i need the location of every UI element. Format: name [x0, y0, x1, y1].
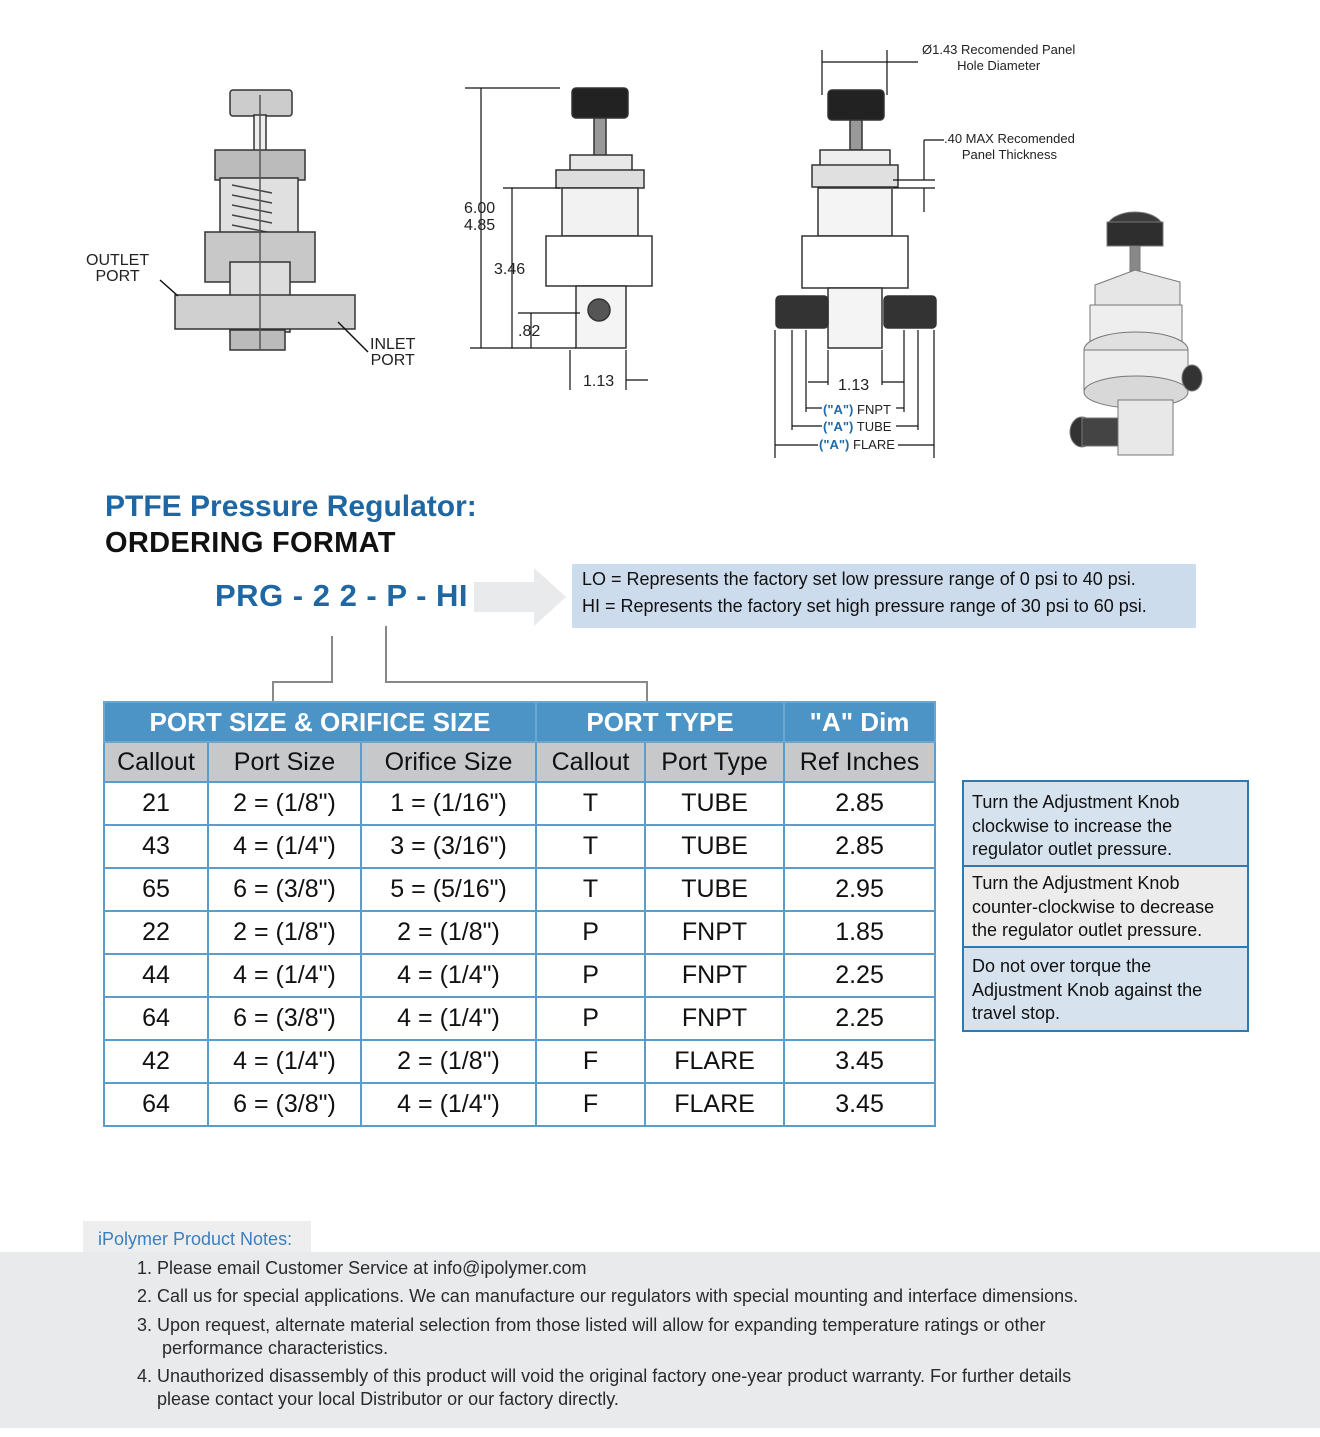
product-note-3: 3. Upon request, alternate material selection from those listed will allow for expanding temperature ratings or other — [137, 1315, 1046, 1335]
cell: 2.95 — [784, 868, 935, 911]
cell: P — [536, 997, 645, 1040]
page-title: PTFE Pressure Regulator: — [105, 490, 477, 523]
cell: 43 — [104, 825, 208, 868]
cell: FNPT — [645, 954, 784, 997]
cell: 5 = (5/16") — [361, 868, 536, 911]
panel-hole-label: Ø1.43 Recomended Panel Hole Diameter — [922, 42, 1076, 73]
col-type-callout: Callout — [536, 742, 645, 782]
lo-range-text: LO = Represents the factory set low pressure range of 0 psi to 40 psi. — [582, 569, 1136, 589]
cell: F — [536, 1040, 645, 1083]
panel-thickness-label: .40 MAX Recomended Panel Thickness — [944, 131, 1075, 162]
table-group-header — [104, 702, 935, 742]
table-row — [104, 911, 935, 954]
cell: 6 = (3/8") — [208, 868, 361, 911]
cell: FLARE — [645, 1083, 784, 1126]
cell: 2 = (1/8") — [361, 1040, 536, 1083]
inlet-port-label: INLET PORT — [370, 336, 416, 369]
cell: 64 — [104, 1083, 208, 1126]
product-note-1: 1. Please email Customer Service at info@ipolymer.com — [137, 1258, 587, 1278]
cell: 4 = (1/4") — [208, 825, 361, 868]
cell: 64 — [104, 997, 208, 1040]
col-callout: Callout — [104, 742, 208, 782]
product-notes-title: iPolymer Product Notes: — [98, 1229, 293, 1249]
page-subtitle: ORDERING FORMAT — [105, 527, 396, 559]
ordering-table — [103, 701, 936, 1127]
cell: 42 — [104, 1040, 208, 1083]
dim-overall-height: 6.00 4.85 — [464, 200, 496, 234]
cell: 2 = (1/8") — [208, 911, 361, 954]
cell: T — [536, 825, 645, 868]
cell: 1 = (1/16") — [361, 782, 536, 825]
cell: 65 — [104, 868, 208, 911]
pressure-range-info — [572, 564, 1196, 628]
col-port-size: Port Size — [208, 742, 361, 782]
cell: 4 = (1/4") — [361, 954, 536, 997]
cell: FNPT — [645, 997, 784, 1040]
note-travel-stop: Do not over torque the Adjustment Knob against the travel stop. — [964, 948, 1247, 1030]
cell: 2.25 — [784, 954, 935, 997]
cell: FNPT — [645, 911, 784, 954]
outlet-port-label: OUTLET PORT — [86, 252, 150, 285]
a-dim-fnpt: ("A") FNPT — [823, 402, 891, 417]
cell: 3.45 — [784, 1040, 935, 1083]
cell: 3 = (3/16") — [361, 825, 536, 868]
dim-body-width: 1.13 — [583, 373, 615, 390]
adjustment-notes — [962, 780, 1249, 1032]
dim-front-width: 1.13 — [838, 377, 870, 394]
table-column-header — [104, 742, 935, 782]
front-elevation — [776, 90, 936, 348]
hi-range-text: HI = Represents the factory set high pressure range of 30 psi to 60 psi. — [582, 596, 1147, 616]
table-row — [104, 997, 935, 1040]
col-port-type: Port Type — [645, 742, 784, 782]
cell: P — [536, 911, 645, 954]
cell: 2 = (1/8") — [361, 911, 536, 954]
product-note-4-cont: please contact your local Distributor or our factory directly. — [157, 1389, 619, 1409]
table-row — [104, 1040, 935, 1083]
a-dim-flare: ("A") FLARE — [819, 437, 895, 452]
cell: 44 — [104, 954, 208, 997]
cell: 2.85 — [784, 825, 935, 868]
cell: 4 = (1/4") — [208, 954, 361, 997]
dim-body-height: 3.46 — [494, 261, 526, 278]
cell: 6 = (3/8") — [208, 1083, 361, 1126]
cell: 2 = (1/8") — [208, 782, 361, 825]
cell: TUBE — [645, 868, 784, 911]
cell: 2.85 — [784, 782, 935, 825]
cell: 2.25 — [784, 997, 935, 1040]
product-note-4: 4. Unauthorized disassembly of this product will void the original factory one-year product warranty. For further details — [137, 1366, 1072, 1386]
table-row — [104, 1083, 935, 1126]
cell: TUBE — [645, 782, 784, 825]
cell: T — [536, 782, 645, 825]
dim-port-height: .82 — [518, 323, 541, 340]
cell: TUBE — [645, 825, 784, 868]
table-row — [104, 954, 935, 997]
col-ref-inches: Ref Inches — [784, 742, 935, 782]
technical-drawings — [0, 0, 1320, 470]
cell: T — [536, 868, 645, 911]
arrow-icon — [474, 568, 566, 626]
cutaway-drawing — [175, 90, 355, 350]
part-code: PRG - 2 2 - P - HI — [215, 578, 469, 613]
side-elevation — [546, 88, 652, 348]
cell: 21 — [104, 782, 208, 825]
table-row — [104, 825, 935, 868]
note-counter-clockwise: Turn the Adjustment Knob counter-clockwise to decrease the regulator outlet pressure. — [964, 867, 1247, 948]
product-note-3-cont: performance characteristics. — [162, 1338, 389, 1358]
cell: FLARE — [645, 1040, 784, 1083]
a-dim-tube: ("A") TUBE — [823, 419, 892, 434]
cell: 4 = (1/4") — [361, 997, 536, 1040]
cell: 1.85 — [784, 911, 935, 954]
cell: 4 = (1/4") — [361, 1083, 536, 1126]
group-port-orifice-size: PORT SIZE & ORIFICE SIZE — [104, 702, 536, 742]
col-orifice-size: Orifice Size — [361, 742, 536, 782]
cell: 3.45 — [784, 1083, 935, 1126]
cell: 22 — [104, 911, 208, 954]
cell: 6 = (3/8") — [208, 997, 361, 1040]
cell: P — [536, 954, 645, 997]
note-clockwise: Turn the Adjustment Knob clockwise to increase the regulator outlet pressure. — [964, 782, 1247, 867]
table-row — [104, 868, 935, 911]
group-port-type: PORT TYPE — [536, 702, 784, 742]
table-row — [104, 782, 935, 825]
group-a-dim: "A" Dim — [784, 702, 935, 742]
product-note-2: 2. Call us for special applications. We can manufacture our regulators with special mounting and interface dimensions. — [137, 1286, 1079, 1306]
cell: 4 = (1/4") — [208, 1040, 361, 1083]
regulator-render — [1070, 212, 1202, 455]
cell: F — [536, 1083, 645, 1126]
